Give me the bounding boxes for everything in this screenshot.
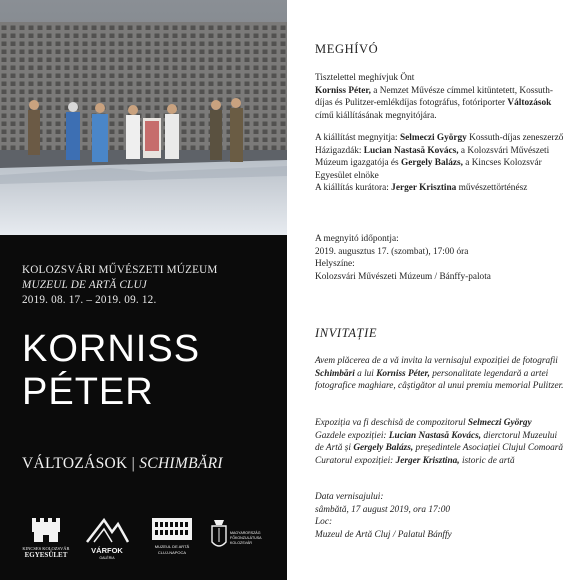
ro-opener-name: Selmeczi György <box>467 418 532 428</box>
hu-opener-label: A kiállítást megnyitja: <box>315 133 400 143</box>
ro-date-label: Data vernisajului: <box>315 492 384 502</box>
ro-place-label: Loc: <box>315 517 333 528</box>
hu-people-paragraph <box>315 132 565 195</box>
hu-when-where <box>315 233 565 283</box>
museum-info <box>22 263 218 308</box>
ro-host1-title: dierctorul Muzeului de Artă și <box>315 430 558 454</box>
invitation-title-hu: MEGHÍVÓ <box>315 42 379 56</box>
ro-when-where <box>315 491 565 541</box>
ro-curator-name: Jerger Krisztina, <box>395 455 460 466</box>
ro-hosts-line <box>315 430 565 455</box>
museum-name-hu: KOLOZSVÁRI MŰVÉSZETI MÚZEUM <box>22 264 218 276</box>
svg-text:MUZEUL DE ARTĂ: MUZEUL DE ARTĂ <box>154 544 190 549</box>
hu-host1-title: a Kolozsvári Művészeti Múzeum igazgatója és <box>315 145 550 169</box>
ro-exhibition-name: Schimbări <box>315 368 355 379</box>
svg-text:MAGYARORSZÁG: MAGYARORSZÁG <box>230 531 261 535</box>
exhibition-title-separator: | <box>127 455 140 472</box>
ro-hosts-label: Gazdele expoziției: <box>315 430 389 441</box>
artist-name-line1: KORNISS <box>22 328 201 370</box>
ro-intro-body <box>315 355 565 393</box>
hu-intro-body <box>315 85 565 123</box>
hu-curator-label: A kiállítás kurátora: <box>315 183 392 194</box>
museum-name-ro: MUZEUL DE ARTĂ CLUJ <box>22 279 147 291</box>
ro-host2-name: Gergely Balázs, <box>353 443 414 454</box>
hu-artist-desc: a Nemzet Művésze címmel kitüntetett, Kossuth-díjas és Pulitzer-emlékdíjas fotográfus, fotóriporter <box>315 85 553 109</box>
svg-text:GALÉRIA: GALÉRIA <box>99 556 115 560</box>
hu-host1-name: Lucian Nastasă Kovács, <box>363 145 459 156</box>
hu-artist-name: Korniss Péter, <box>315 85 371 96</box>
ro-opener-label: Expoziția va fi deschisă de compozitorul <box>315 418 468 428</box>
hu-host2-name: Gergely Balázs, <box>400 158 463 169</box>
hu-opener-title: Kossuth-díjas zeneszerző <box>466 133 564 143</box>
muzeul-de-arta-cluj-logo <box>146 512 198 562</box>
ro-people-paragraph <box>315 417 565 467</box>
ro-intro-start: Avem plăcerea de a vă invita la vernisajul expoziției de fotografii <box>315 356 558 366</box>
hu-intro-line: Tisztelettel meghívjuk Önt <box>315 73 415 83</box>
ro-artist-name: Korniss Péter, <box>376 368 430 379</box>
kincses-kolozsvar-logo <box>18 512 74 562</box>
varfok-logo <box>82 512 132 562</box>
svg-text:VÁRFOK: VÁRFOK <box>91 546 123 555</box>
artist-name-line2: PÉTER <box>22 371 154 413</box>
poster-right-panel <box>287 0 573 580</box>
invitation-title-ro: INVITAȚIE <box>315 326 378 340</box>
ro-host1-name: Lucian Nastasă Kovács, <box>388 430 482 441</box>
ro-place-value: Muzeul de Artă Cluj / Palatul Bánffy <box>315 529 452 540</box>
sponsor-logos <box>18 512 278 562</box>
ro-intro-paragraph <box>315 355 565 393</box>
ro-curator-label: Curatorul expoziției: <box>315 455 396 466</box>
artist-name <box>22 328 200 414</box>
hu-curator-title: művészettörténész <box>456 183 528 194</box>
ro-curator-title: istoric de artă <box>459 455 515 466</box>
svg-text:EGYESÜLET: EGYESÜLET <box>24 551 68 559</box>
hu-place-label: Helyszíne: <box>315 259 355 270</box>
cover-photograph <box>0 0 287 235</box>
hu-opener-line <box>315 132 565 145</box>
hu-date-label: A megnyitó időpontja: <box>315 234 399 244</box>
exhibition-title <box>22 455 223 473</box>
ro-date-value: sâmbătă, 17 august 2019, ora 17:00 <box>315 504 451 515</box>
ro-host2-title: președintele Asociației Clujul Comoară <box>413 443 564 454</box>
hu-intro-paragraph <box>315 72 565 122</box>
svg-text:KINCSES KOLOZSVÁR: KINCSES KOLOZSVÁR <box>22 546 70 551</box>
ro-opener-line <box>315 417 565 430</box>
hu-curator-line <box>315 182 565 195</box>
ro-intro-of: a lui <box>354 368 377 379</box>
magyarorszag-logo <box>206 512 278 562</box>
hu-place-value: Kolozsvári Művészeti Múzeum / Bánffy-palota <box>315 271 491 282</box>
hu-hosts-line <box>315 145 565 183</box>
svg-text:CLUJ-NAPOCA: CLUJ-NAPOCA <box>157 550 187 555</box>
exhibition-dates: 2019. 08. 17. – 2019. 09. 12. <box>22 294 157 306</box>
hu-intro-end: című kiállításának megnyitójára. <box>315 110 437 121</box>
ro-artist-desc: personalitate legendară a artei fotografice maghiare, câștigător al unui premiu memorial Pulitzer. <box>315 368 564 392</box>
exhibition-title-hu: VÁLTOZÁSOK <box>22 455 128 472</box>
hu-hosts-label: Házigazdák: <box>315 145 364 156</box>
hu-exhibition-name: Változások <box>507 98 552 109</box>
svg-text:FŐKONZULÁTUSA: FŐKONZULÁTUSA <box>230 536 262 540</box>
hu-opener-name: Selmeczi György <box>399 133 467 143</box>
hu-date-value: 2019. augusztus 17. (szombat), 17:00 óra <box>315 246 469 257</box>
hu-host2-title: a Kincses Kolozsvár Egyesület elnöke <box>315 158 542 181</box>
exhibition-title-ro: SCHIMBĂRI <box>139 455 223 472</box>
svg-text:KOLOZSVÁR: KOLOZSVÁR <box>230 541 252 545</box>
hu-curator-name: Jerger Krisztina <box>391 183 457 194</box>
ro-curator-line <box>315 455 565 468</box>
